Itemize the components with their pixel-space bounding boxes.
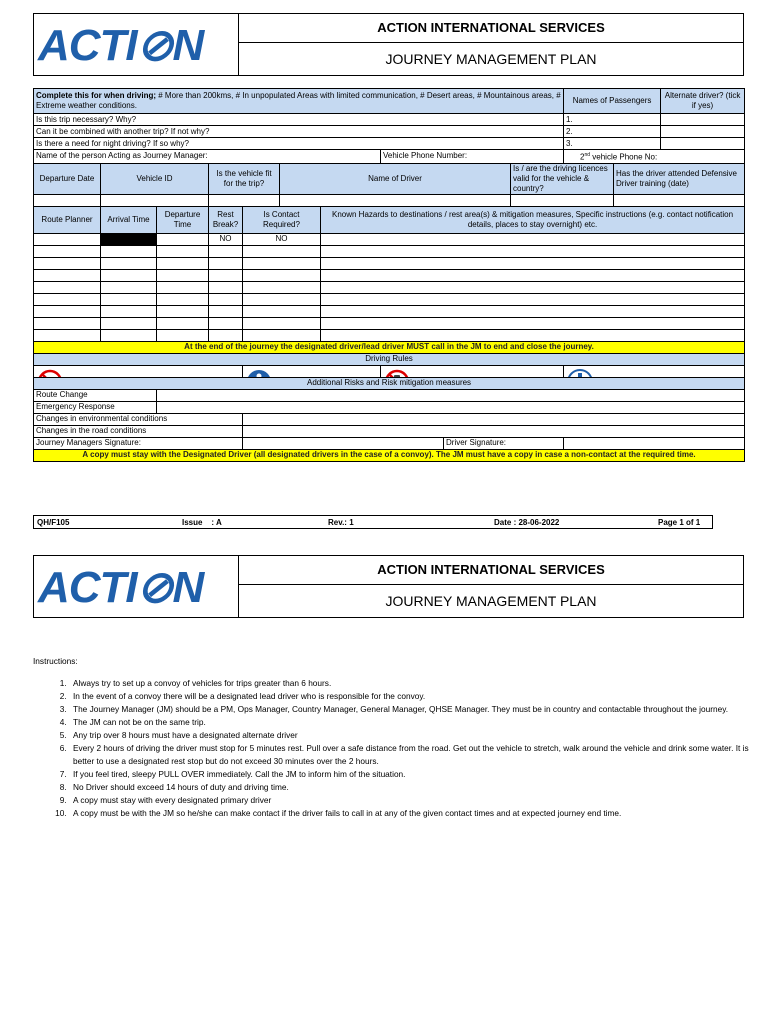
- journey-manager-label: Name of the person Acting as Journey Manager:: [34, 150, 381, 164]
- alternate-1[interactable]: [661, 114, 745, 126]
- company-logo: [34, 14, 239, 75]
- rule-mobile-phone: [381, 365, 564, 377]
- company-logo: [34, 556, 239, 617]
- emergency-response-label: Emergency Response: [34, 401, 157, 413]
- list-item: 8. No Driver should exceed 14 hours of duty and driving time.: [69, 781, 749, 794]
- arrival-time-header: Arrival Time: [101, 206, 157, 233]
- rule-alcohol: [34, 365, 243, 377]
- emergency-response-field[interactable]: [157, 401, 745, 413]
- rest-break-cell[interactable]: NO: [209, 233, 243, 245]
- road-changes-label: Changes in the road conditions: [34, 425, 243, 437]
- question-night: Is there a need for night driving? If so why?: [34, 138, 564, 150]
- additional-risks-title: Additional Risks and Risk mitigation measures: [34, 377, 745, 389]
- alternate-3[interactable]: [661, 138, 745, 150]
- route-cell[interactable]: [34, 281, 101, 293]
- passengers-header: Names of Passengers: [564, 89, 661, 114]
- no-phone-icon: [384, 369, 410, 378]
- route-cell[interactable]: [34, 245, 101, 257]
- driver-signature-label: Driver Signature:: [444, 437, 564, 449]
- end-journey-notice: At the end of the journey the designated driver/lead driver MUST call in the JM to end and close the journey.: [34, 341, 745, 353]
- departure-date-field[interactable]: [34, 194, 101, 206]
- document-footer: [33, 515, 713, 529]
- licence-valid-header: Is / are the driving licences valid for the vehicle & country?: [511, 163, 614, 194]
- rule-seatbelt: [243, 365, 381, 377]
- jm-signature-label: Journey Managers Signature:: [34, 437, 243, 449]
- environment-changes-label: Changes in environmental conditions: [34, 413, 243, 425]
- defensive-training-header: Has the driver attended Defensive Driver training (date): [614, 163, 745, 194]
- route-cell[interactable]: [34, 317, 101, 329]
- driving-rules-title: Driving Rules: [34, 353, 745, 365]
- arrival-time-cell[interactable]: [101, 233, 157, 245]
- intro-cell: Complete this for when driving; # More than 200kms, # In unpopulated Areas with limited communication, # Desert areas, # Mountainous areas, # Extreme weather conditions.: [34, 89, 564, 114]
- jm-signature-field[interactable]: [243, 437, 444, 449]
- vehicle-id-field[interactable]: [101, 194, 209, 206]
- document-title: JOURNEY MANAGEMENT PLAN: [385, 593, 597, 609]
- copy-notice: A copy must stay with the Designated Driver (all designated drivers in the case of a convoy). The JM must have a copy in case a non-contact at the required time.: [34, 449, 745, 461]
- steering-wheel-icon: [567, 369, 593, 378]
- issue-label: Issue : A: [182, 518, 222, 527]
- company-name: ACTION INTERNATIONAL SERVICES: [239, 14, 743, 43]
- contact-required-cell[interactable]: NO: [243, 233, 321, 245]
- list-item: 10. A copy must be with the JM so he/she can make contact if the driver fails to call in at any of the given contact times and at expected journey end time.: [69, 807, 749, 820]
- date-label: Date : 28-06-2022: [494, 518, 560, 527]
- list-item: 7. If you feel tired, sleepy PULL OVER immediately. Call the JM to inform him of the situation.: [69, 768, 749, 781]
- vehicle-fit-field[interactable]: [209, 194, 280, 206]
- second-vehicle-phone-label: 2nd vehicle Phone No:: [564, 150, 745, 164]
- no-alcohol-icon: [37, 369, 63, 378]
- departure-date-header: Departure Date: [34, 163, 101, 194]
- list-item: 9. A copy must stay with every designated primary driver: [69, 794, 749, 807]
- passenger-2[interactable]: 2.: [564, 126, 661, 138]
- alternate-driver-header: Alternate driver? (tick if yes): [661, 89, 745, 114]
- passenger-1[interactable]: 1.: [564, 114, 661, 126]
- hazards-header: Known Hazards to destinations / rest area(s) & mitigation measures, Specific instructions (e.g. contact notification details, places to stay overnight) etc.: [321, 206, 745, 233]
- rest-break-header: Rest Break?: [209, 206, 243, 233]
- licence-valid-field[interactable]: [511, 194, 614, 206]
- list-item: 1. Always try to set up a convoy of vehicles for trips greater than 6 hours.: [69, 677, 749, 690]
- journey-form: [33, 88, 745, 462]
- route-cell[interactable]: [34, 233, 101, 245]
- rule-journey-plan: [564, 365, 745, 377]
- list-item: 6. Every 2 hours of driving the driver must stop for 5 minutes rest. Pull over a safe distance from the road. Get out the vehicle to stretch, walk around the vehicle and drink some water. It is better to use a designated rest stop but do not exceed 30 minutes over the 2 hours.: [69, 742, 749, 768]
- vehicle-phone-label: Vehicle Phone Number:: [381, 150, 564, 164]
- vehicle-id-header: Vehicle ID: [101, 163, 209, 194]
- driver-name-field[interactable]: [280, 194, 511, 206]
- seatbelt-icon: [246, 369, 272, 378]
- departure-time-cell[interactable]: [157, 233, 209, 245]
- route-planner-header: Route Planner: [34, 206, 101, 233]
- logo-wordmark: ACTI⊘N: [38, 563, 204, 612]
- instructions-title: Instructions:: [33, 656, 78, 666]
- defensive-training-field[interactable]: [614, 194, 745, 206]
- hazards-cell[interactable]: [321, 233, 745, 245]
- page-header: [33, 13, 744, 76]
- question-combined: Can it be combined with another trip? If not why?: [34, 126, 564, 138]
- vehicle-fit-header: Is the vehicle fit for the trip?: [209, 163, 280, 194]
- route-cell[interactable]: [34, 293, 101, 305]
- alternate-2[interactable]: [661, 126, 745, 138]
- environment-changes-field[interactable]: [243, 413, 745, 425]
- departure-time-header: Departure Time: [157, 206, 209, 233]
- list-item: 4. The JM can not be on the same trip.: [69, 716, 749, 729]
- route-change-field[interactable]: [157, 389, 745, 401]
- driver-signature-field[interactable]: [564, 437, 745, 449]
- instructions-list: [33, 677, 749, 820]
- document-title: JOURNEY MANAGEMENT PLAN: [385, 51, 597, 67]
- route-cell[interactable]: [34, 305, 101, 317]
- form-code: QH/F105: [37, 518, 70, 527]
- list-item: 5. Any trip over 8 hours must have a designated alternate driver: [69, 729, 749, 742]
- list-item: 2. In the event of a convoy there will be a designated lead driver who is responsible for the convoy.: [69, 690, 749, 703]
- company-name: ACTION INTERNATIONAL SERVICES: [239, 556, 743, 585]
- logo-wordmark: ACTI⊘N: [38, 21, 204, 70]
- route-change-label: Route Change: [34, 389, 157, 401]
- contact-required-header: Is Contact Required?: [243, 206, 321, 233]
- route-cell[interactable]: [34, 329, 101, 341]
- list-item: 3. The Journey Manager (JM) should be a PM, Ops Manager, Country Manager, General Manager, QHSE Manager. They must be in country and contactable throughout the journey.: [69, 703, 749, 716]
- route-cell[interactable]: [34, 257, 101, 269]
- driver-name-header: Name of Driver: [280, 163, 511, 194]
- passenger-3[interactable]: 3.: [564, 138, 661, 150]
- page-number: Page 1 of 1: [658, 518, 701, 527]
- road-changes-field[interactable]: [243, 425, 745, 437]
- revision-label: Rev.: 1: [328, 518, 354, 527]
- page-header: [33, 555, 744, 618]
- route-cell[interactable]: [34, 269, 101, 281]
- question-necessary: Is this trip necessary? Why?: [34, 114, 564, 126]
